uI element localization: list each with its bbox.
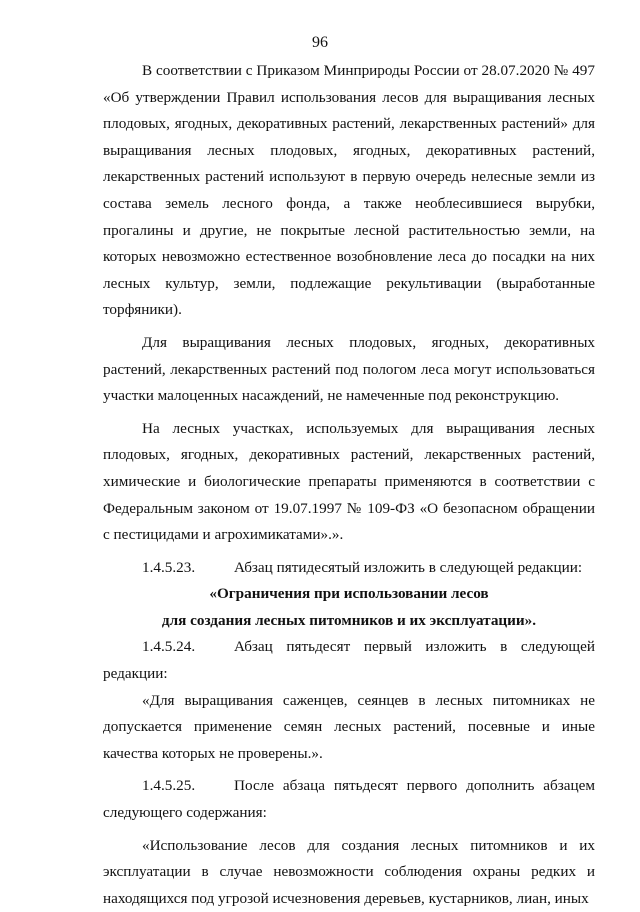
heading-line-1: «Ограничения при использовании лесов [209,585,489,603]
amendment-1-4-5-23 [103,555,595,582]
amendment-number: 1.4.5.24. [142,638,196,656]
amendment-number: 1.4.5.23. [142,558,196,576]
quote-seedlings: «Для выращивания саженцев, сеянцев в лесных питомниках не допускается применение семян лесных растений, посевные и иные качества которых не проверены.». [103,691,595,762]
paragraph-chemicals: На лесных участках, используемых для выращивания лесных плодовых, ягодных, декоративных растений, лекарственных растений, химические и биологические препараты применяются в соответствии с Федеральным законом от 19.07.1997 № 109-ФЗ «О безопасном обращении с пестицидами и агрохимикатами».». [103,419,595,544]
page-number: 96 [312,34,328,51]
heading-line-2: для создания лесных питомников и их эксплуатации». [161,611,537,629]
amendment-text: Абзац пятьдесят первый изложить в следующей редакции: [103,638,595,683]
quote-nurseries: «Использование лесов для создания лесных питомников и их эксплуатации в случае невозможности соблюдения охраны редких и находящихся под угрозой исчезновения деревьев, кустарников, лиан, иных [103,836,595,907]
amendment-number: 1.4.5.25. [142,777,196,795]
amendment-1-4-5-25 [103,773,595,826]
paragraph-under-canopy: Для выращивания лесных плодовых, ягодных, декоративных растений, лекарственных растений под пологом леса могут использоваться участки малоценных насаждений, не намеченные под реконструкцию. [103,333,595,405]
amendment-text: Абзац пятидесятый изложить в следующей редакции: [234,558,583,576]
paragraph-order-497: В соответствии с Приказом Минприроды России от 28.07.2020 № 497 «Об утверждении Правил использования лесов для выращивания лесных плодовых, ягодных, декоративных растений, лекарственных растений» для выращивания лесных плодовых, ягодных, декоративных растений, лекарственных растений используют в первую очередь нелесные земли из состава земель лесного фонда, а также необлесившиеся вырубки, прогалины и другие, не покрытые лесной растительностью земли, на которых невозможно естественное возобновление леса до посадки на них лесных культур, земли, подлежащие рекультивации (выработанные торфяники). [103,62,595,319]
amendment-text: После абзаца пятьдесят первого дополнить абзацем следующего содержания: [103,777,595,822]
amendment-1-4-5-24 [103,634,595,687]
section-heading [103,581,595,634]
document-body [103,58,595,912]
